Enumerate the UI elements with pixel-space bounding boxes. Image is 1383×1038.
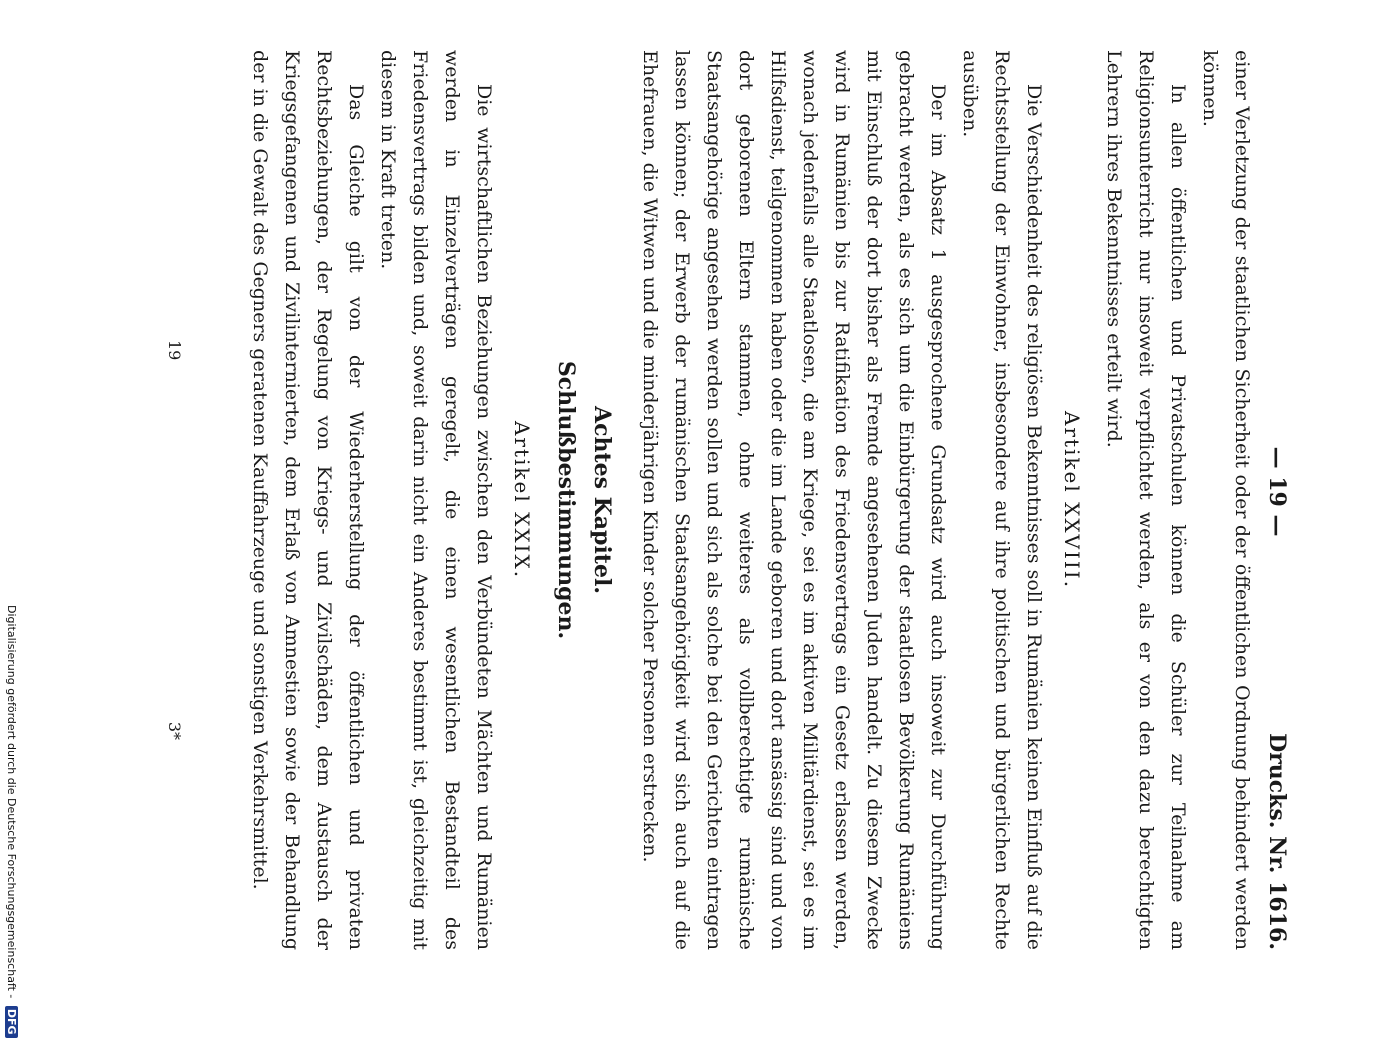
article-xxix-paragraph-1: Die wirtschaftlichen Beziehungen zwischen den Verbündeten Mächten und Rumänien werden in Einzelverträgen geregelt, die einen wesentlichen Bestandteil des Friedensvertrags bilden und, soweit darin nicht ein Anderes bestimmt ist, gleichzeitig mit diesem in Kraft treten.	[377, 50, 495, 950]
document-ref: Drucks. Nr. 1616.	[1264, 733, 1290, 950]
article-xxviii-paragraph-2: Der im Absatz 1 ausgesprochene Grundsatz wird auch insoweit zur Durchführung gebracht werden, als es sich um die Einbürgerung der staatlosen Bevölkerung Rumäniens mit Einschluß der dort bisher als Fremde angesehenen Juden handelt. Zu diesem Zwecke wird in Rumänien bis zur Ratifikation des Friedensvertrags ein Gesetz erlassen werden, wonach jedenfalls alle Staatlosen, die am Kriege, sei es im aktiven Militärdienst, sei es im Hilfsdienst, teilgenommen haben oder die im Lande geboren und dort ansässig sind und von dort geborenen Eltern stammen, ohne weiteres als vollberechtigte rumänische Staatsangehörige angesehen werden sollen und sich als solche bei den Gerichten eintragen lassen können; der Erwerb der rumänischen Staatsangehörigkeit wird sich auch auf die Ehefrauen, die Witwen und die minderjährigen Kinder solcher Personen erstrecken.	[639, 50, 949, 950]
chapter-subtitle: Schlußbestimmungen.	[553, 360, 579, 640]
article-xxviii-heading: Artikel XXVIII.	[1060, 410, 1084, 590]
paragraph-continuation: einer Verletzung der staatlichen Sicherheit oder der öffentlichen Ordnung behindert werden können.	[1199, 50, 1253, 950]
page-number: — 19 —	[1264, 446, 1290, 537]
page-footer	[165, 50, 184, 950]
paragraph-religious-education: In allen öffentlichen und Privatschulen können die Schüler zur Teilnahme am Religionsunterricht nur insoweit verpflichtet werden, als er von den dazu berechtigten Lehrern ihres Bekenntnisses erteilt wird.	[1103, 50, 1189, 950]
dfg-logo: DFG	[5, 1006, 18, 1038]
credit-text: Digitalisierung gefördert durch die Deutsche Forschungsgemeinschaft -	[5, 605, 18, 999]
footer-signature-mark: 3*	[165, 721, 184, 740]
page-header	[1264, 50, 1290, 950]
footer-page-number: 19	[165, 340, 184, 361]
digitization-credit	[5, 605, 18, 1038]
article-xxix-heading: Artikel XXIX.	[510, 420, 534, 580]
chapter-title: Achtes Kapitel.	[589, 406, 615, 594]
article-xxix-paragraph-2: Das Gleiche gilt von der Wiederherstellung der öffentlichen und privaten Rechtsbeziehungen, der Regelung von Kriegs- und Zivilschäden, dem Austausch der Kriegsgefangenen und Zivilinternierten, dem Erlaß von Amnestien sowie der Behandlung der in die Gewalt des Gegners geratenen Kauffahrzeuge und sonstigen Verkehrsmittel.	[249, 50, 367, 950]
article-xxviii-paragraph-1: Die Verschiedenheit des religiösen Bekenntnisses soll in Rumänien keinen Einfluß auf die Rechtsstellung der Einwohner, insbesondere auf ihre politischen und bürgerlichen Rechte ausüben.	[959, 50, 1045, 950]
rotated-text-block	[130, 50, 1290, 950]
